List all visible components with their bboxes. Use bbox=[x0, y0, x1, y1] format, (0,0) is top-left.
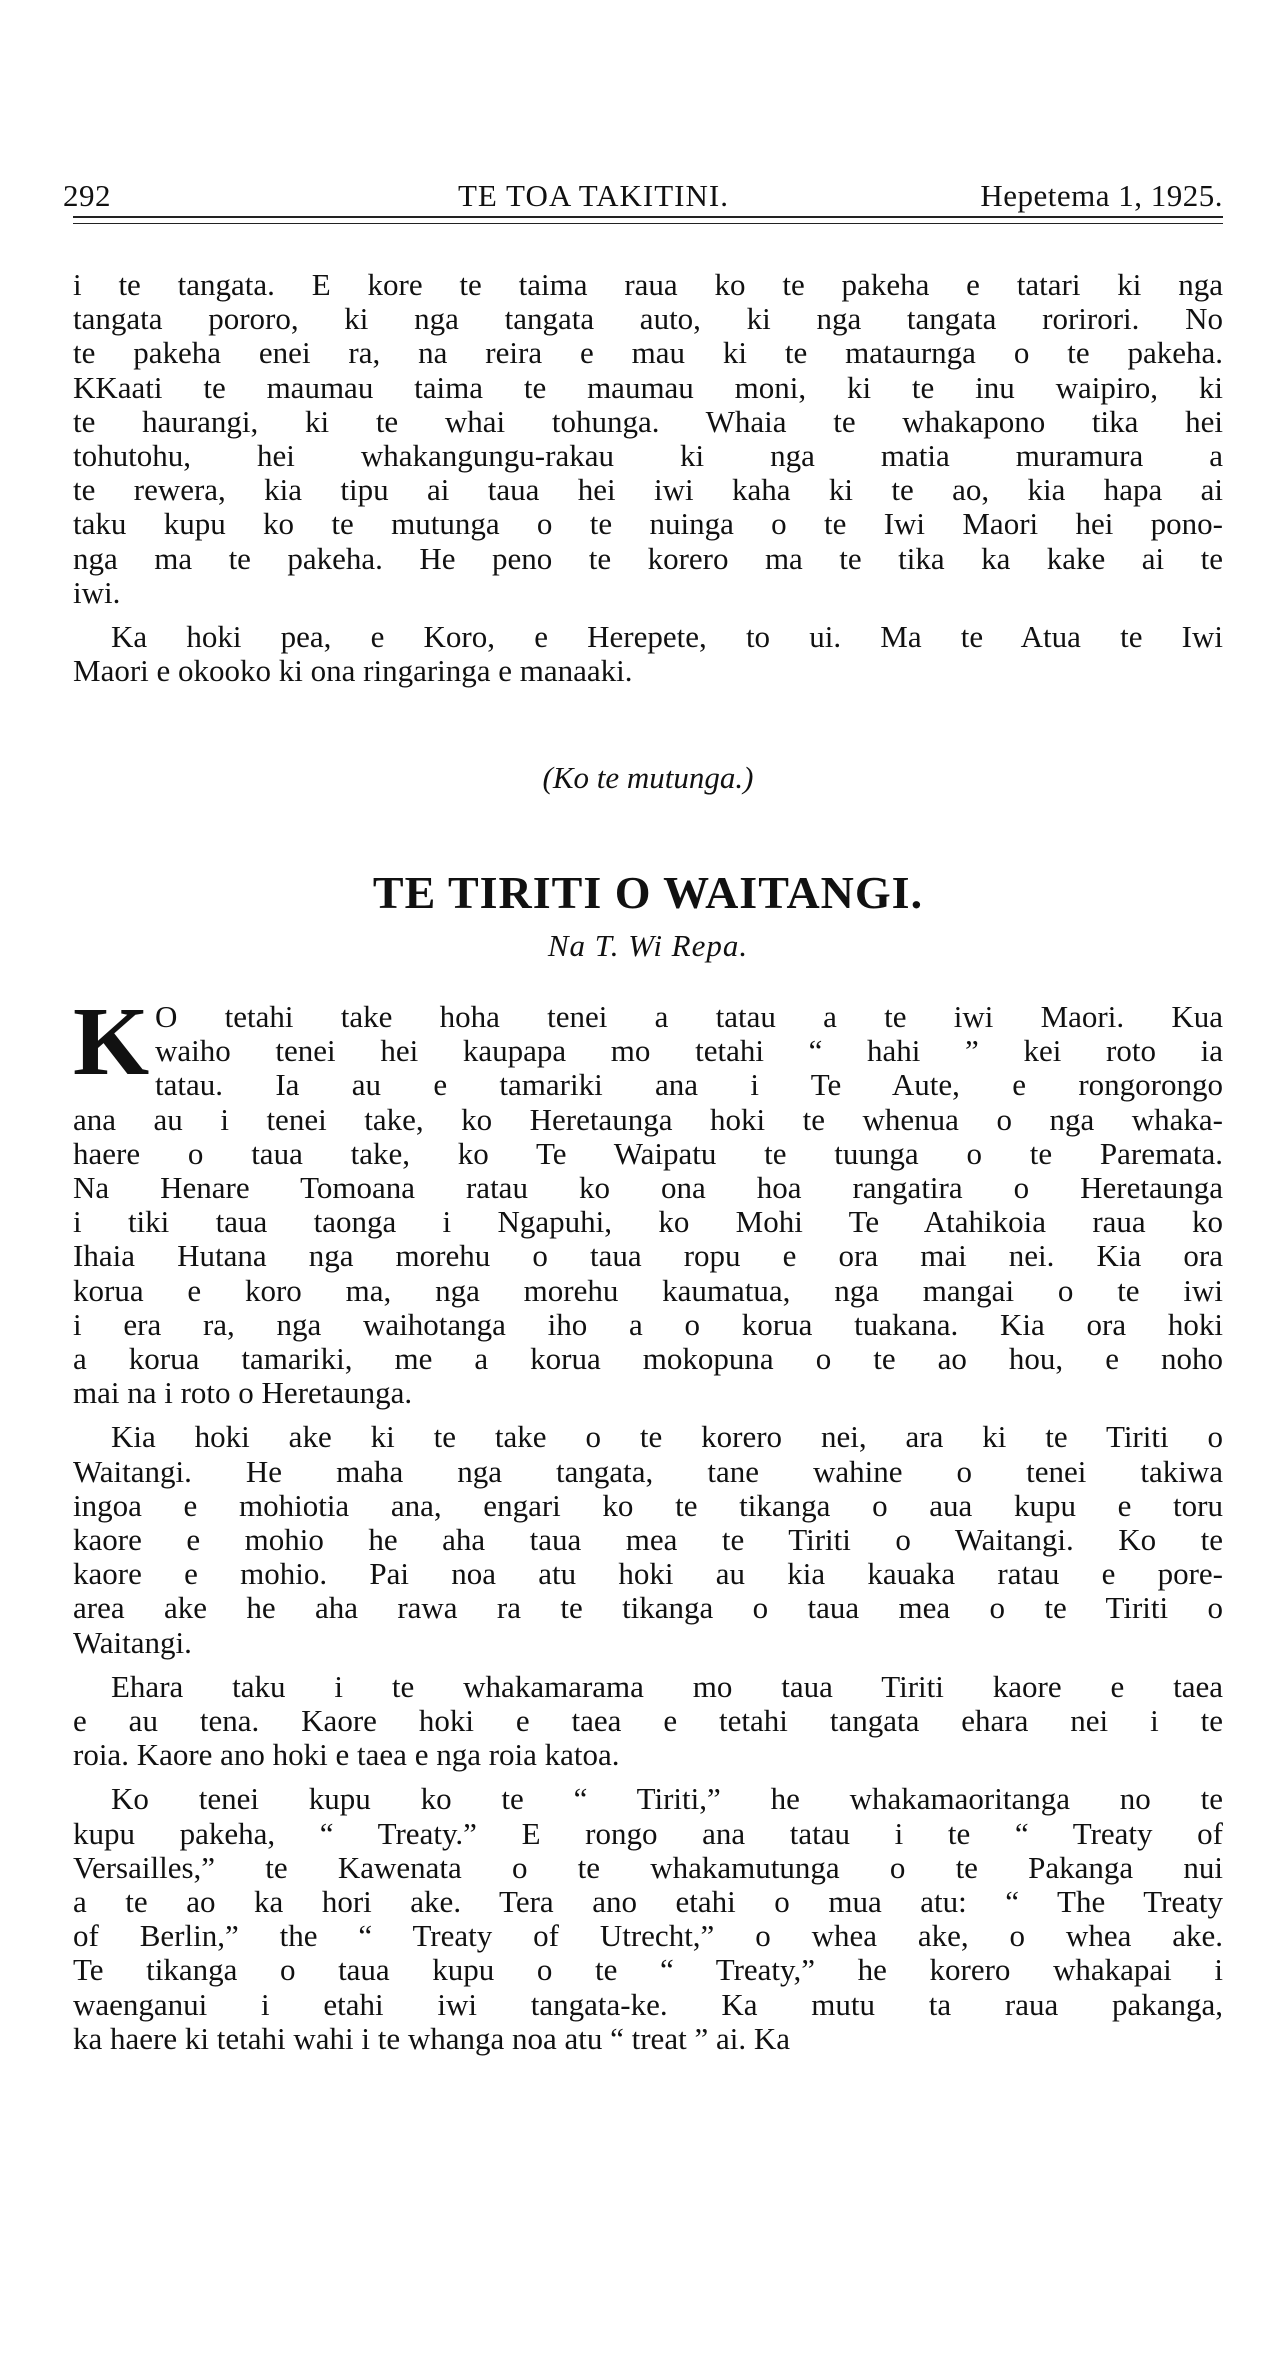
paragraph bbox=[73, 620, 1223, 688]
text-line: O tetahi take hoha tenei a tatau a te iwi Maori. Kua bbox=[155, 999, 1223, 1034]
text-line: haere o taua take, ko Te Waipatu te tuunga o te Paremata. bbox=[73, 1135, 1223, 1171]
text-line: waiho tenei hei kaupapa mo tetahi “ hahi ” kei roto ia bbox=[155, 1033, 1223, 1069]
header-rule bbox=[73, 216, 1223, 218]
page-number: 292 bbox=[63, 178, 111, 213]
continued-article bbox=[73, 268, 1223, 688]
text-line: te haurangi, ki te whai tohunga. Whaia te whakapono tika hei bbox=[73, 403, 1223, 439]
text-line: i era ra, nga waihotanga iho a o korua tuakana. Kia ora hoki bbox=[73, 1306, 1223, 1342]
text-line: Ko tenei kupu ko te “ Tiriti,” he whakamaoritanga no te bbox=[111, 1781, 1223, 1817]
text-line: of Berlin,” the “ Treaty of Utrecht,” o whea ake, o whea ake. bbox=[73, 1918, 1223, 1954]
text-line: Te tikanga o taua kupu o te “ Treaty,” he korero whakapai i bbox=[73, 1952, 1223, 1988]
text-line: i tiki taua taonga i Ngapuhi, ko Mohi Te Atahikoia raua ko bbox=[73, 1204, 1223, 1240]
issue-date: Hepetema 1, 1925. bbox=[980, 178, 1223, 213]
text-line: Versailles,” te Kawenata o te whakamutunga o te Pakanga nui bbox=[73, 1849, 1223, 1885]
header-rule-thin bbox=[73, 223, 1223, 224]
text-line: ana au i tenei take, ko Heretaunga hoki te whenua o nga whaka- bbox=[73, 1101, 1223, 1137]
text-line: Waitangi. He maha nga tangata, tane wahine o tenei takiwa bbox=[73, 1453, 1223, 1489]
text-line: area ake he aha rawa ra te tikanga o taua mea o te Tiriti o bbox=[73, 1590, 1223, 1626]
text-line: Na Henare Tomoana ratau ko ona hoa rangatira o Heretaunga bbox=[73, 1170, 1223, 1206]
article-byline: Na T. Wi Repa. bbox=[547, 928, 749, 963]
text-line: kaore e mohio. Pai noa atu hoki au kia kauaka ratau e pore- bbox=[73, 1556, 1223, 1592]
text-line: e au tena. Kaore hoki e taea e tetahi tangata ehara nei i te bbox=[73, 1703, 1223, 1739]
paragraph bbox=[73, 1670, 1223, 1773]
text-line: Kia hoki ake ki te take o te korero nei, ara ki te Tiriti o bbox=[111, 1419, 1223, 1455]
text-line: korua e koro ma, nga morehu kaumatua, nga mangai o te iwi bbox=[73, 1272, 1223, 1308]
text-line: te rewera, kia tipu ai taua hei iwi kaha ki te ao, kia hapa ai bbox=[73, 472, 1223, 508]
text-line: i te tangata. E kore te taima raua ko te pakeha e tatari ki nga bbox=[73, 267, 1223, 302]
text-line: roia. Kaore ano hoki e taea e nga roia katoa. bbox=[73, 1737, 620, 1773]
paragraph bbox=[73, 268, 1223, 610]
article-signoff: (Ko te mutunga.) bbox=[542, 760, 754, 795]
text-line: tatau. Ia au e tamariki ana i Te Aute, e rongorongo bbox=[155, 1067, 1223, 1103]
text-line: Ehara taku i te whakamarama mo taua Tiriti kaore e taea bbox=[111, 1668, 1223, 1704]
text-line: kupu pakeha, “ Treaty.” E rongo ana tatau i te “ Treaty of bbox=[73, 1815, 1223, 1851]
paragraph bbox=[73, 1420, 1223, 1659]
text-line: tangata pororo, ki nga tangata auto, ki nga tangata rorirori. No bbox=[73, 301, 1223, 337]
drop-cap: K bbox=[73, 988, 150, 1096]
text-line: a korua tamariki, me a korua mokopuna o te ao hou, e noho bbox=[73, 1341, 1223, 1377]
text-line: Ihaia Hutana nga morehu o taua ropu e ora mai nei. Kia ora bbox=[73, 1238, 1223, 1274]
text-line: Ka hoki pea, e Koro, e Herepete, to ui. Ma te Atua te Iwi bbox=[111, 619, 1223, 655]
text-line: a te ao ka hori ake. Tera ano etahi o mua atu: “ The Treaty bbox=[73, 1884, 1223, 1920]
text-line: te pakeha enei ra, na reira e mau ki te mataurnga o te pakeha. bbox=[73, 335, 1223, 371]
text-line: Maori e okooko ki ona ringaringa e manaaki. bbox=[73, 653, 633, 689]
text-line: mai na i roto o Heretaunga. bbox=[73, 1375, 413, 1411]
article-body bbox=[73, 1000, 1223, 2056]
text-line: Waitangi. bbox=[73, 1624, 192, 1660]
text-line: taku kupu ko te mutunga o te nuinga o te Iwi Maori hei pono- bbox=[73, 506, 1223, 542]
paragraph bbox=[73, 1000, 1223, 1410]
text-line: iwi. bbox=[73, 574, 121, 610]
text-line: tohutohu, hei whakangungu-rakau ki nga matia muramura a bbox=[73, 438, 1223, 474]
text-line: ingoa e mohiotia ana, engari ko te tikanga o aua kupu e toru bbox=[73, 1487, 1223, 1523]
text-line: kaore e mohio he aha taua mea te Tiriti o Waitangi. Ko te bbox=[73, 1522, 1223, 1558]
text-line: waenganui i etahi iwi tangata-ke. Ka mutu ta raua pakanga, bbox=[73, 1986, 1223, 2022]
paragraph bbox=[73, 1782, 1223, 2056]
text-line: ka haere ki tetahi wahi i te whanga noa atu “ treat ” ai. Ka bbox=[73, 2020, 790, 2056]
article-title: TE TIRITI O WAITANGI. bbox=[372, 867, 924, 918]
text-line: KKaati te maumau taima te maumau moni, ki te inu waipiro, ki bbox=[73, 369, 1223, 405]
journal-title: TE TOA TAKITINI. bbox=[458, 178, 729, 213]
text-line: nga ma te pakeha. He peno te korero ma te tika ka kake ai te bbox=[73, 540, 1223, 576]
